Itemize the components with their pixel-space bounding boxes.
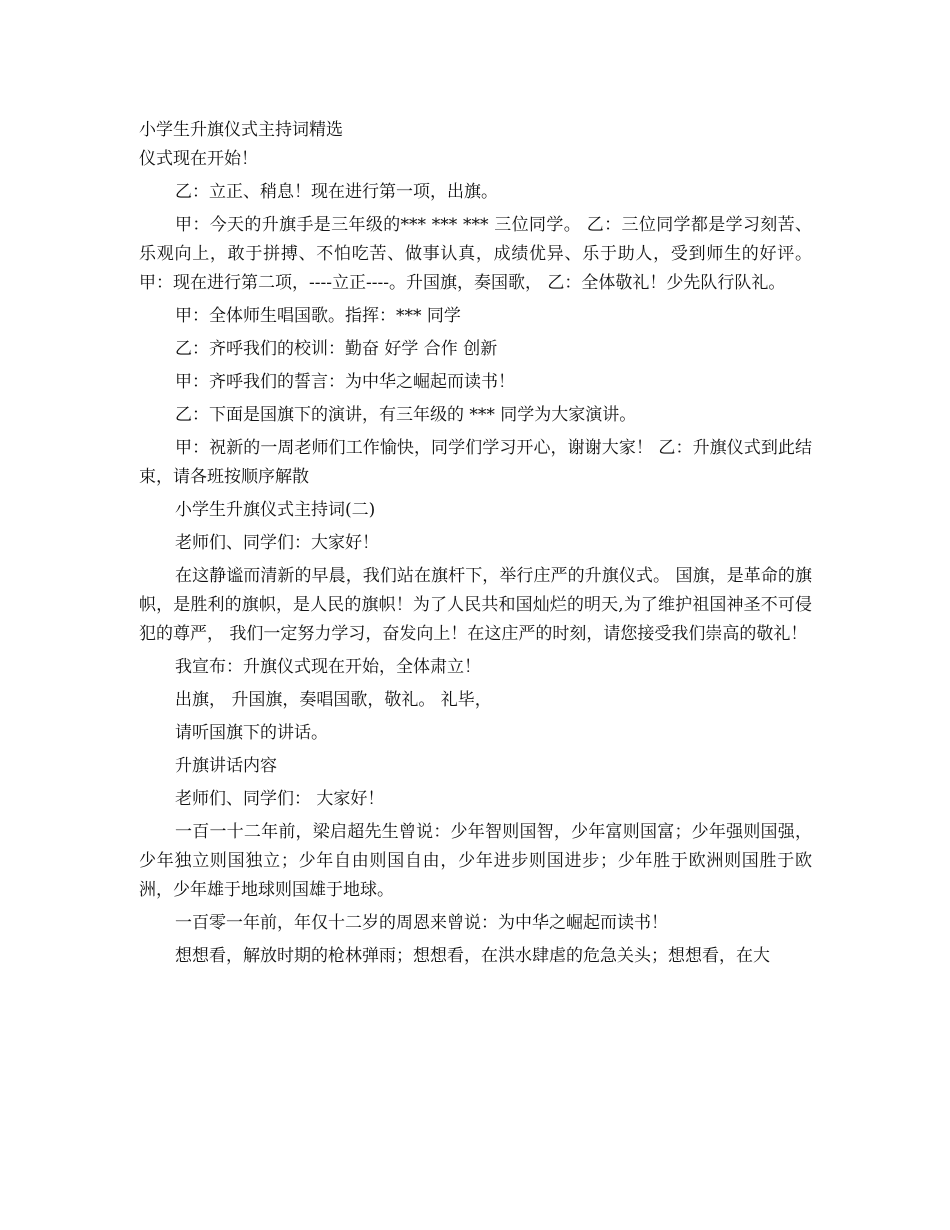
- paragraph: 在这静谧而清新的早晨，我们站在旗杆下，举行庄严的升旗仪式。 国旗，是革命的旗帜，是胜利的旗帜，是人民的旗帜！为了人民共和国灿烂的明天,为了维护祖国神圣不可侵犯的尊严， 我们一定努力学习，奋发向上！在这庄严的时刻，请您接受我们崇高的敬礼！: [139, 566, 812, 644]
- paragraph: 出旗， 升国旗，奏唱国歌，敬礼。 礼毕，: [175, 690, 492, 710]
- paragraph: 一百一十二年前，梁启超先生曾说：少年智则国智，少年富则国富；少年强则国强，少年独立则国独立；少年自由则国自由，少年进步则国进步；少年胜于欧洲则国胜于欧洲，少年雄于地球则国雄于地球。: [139, 822, 812, 900]
- paragraph: 乙：立正、稍息！现在进行第一项，出旗。: [175, 182, 498, 202]
- paragraph: 一百零一年前，年仅十二岁的周恩来曾说：为中华之崛起而读书！: [175, 913, 668, 933]
- paragraph: 请听国旗下的讲话。: [175, 723, 328, 743]
- paragraph: 乙：下面是国旗下的演讲，有三年级的 *** 同学为大家演讲。: [175, 405, 637, 425]
- paragraph: 甲：祝新的一周老师们工作愉快，同学们学习开心，谢谢大家！ 乙：升旗仪式到此结束，请各班按顺序解散: [139, 438, 812, 487]
- paragraph: 甲：齐呼我们的誓言：为中华之崛起而读书！: [175, 372, 515, 392]
- paragraph: 想想看，解放时期的枪林弹雨；想想看，在洪水肆虐的危急关头；想想看，在大: [175, 946, 770, 966]
- paragraph: 老师们、同学们： 大家好！: [175, 789, 385, 809]
- paragraph: 甲：今天的升旗手是三年级的*** *** *** 三位同学。 乙：三位同学都是学习刻苦、乐观向上，敢于拼搏、不怕吃苦、做事认真，成绩优异、乐于助人，受到师生的好评。 甲：现在进行第二项，----立正----。升国旗，奏国歌， 乙：全体敬礼！少先队行队礼。: [139, 215, 812, 293]
- paragraph: 我宣布：升旗仪式现在开始，全体肃立！: [175, 657, 481, 677]
- paragraph: 仪式现在开始！: [139, 149, 258, 169]
- paragraph: 乙：齐呼我们的校训：勤奋 好学 合作 创新: [175, 339, 498, 359]
- section-heading: 小学生升旗仪式主持词(二): [175, 500, 376, 520]
- section-heading: 升旗讲话内容: [175, 756, 277, 776]
- document-body: [139, 116, 812, 975]
- paragraph: 老师们、同学们：大家好！: [175, 533, 379, 553]
- document-title: 小学生升旗仪式主持词精选: [139, 120, 343, 140]
- paragraph: 甲：全体师生唱国歌。指挥：*** 同学: [175, 306, 461, 326]
